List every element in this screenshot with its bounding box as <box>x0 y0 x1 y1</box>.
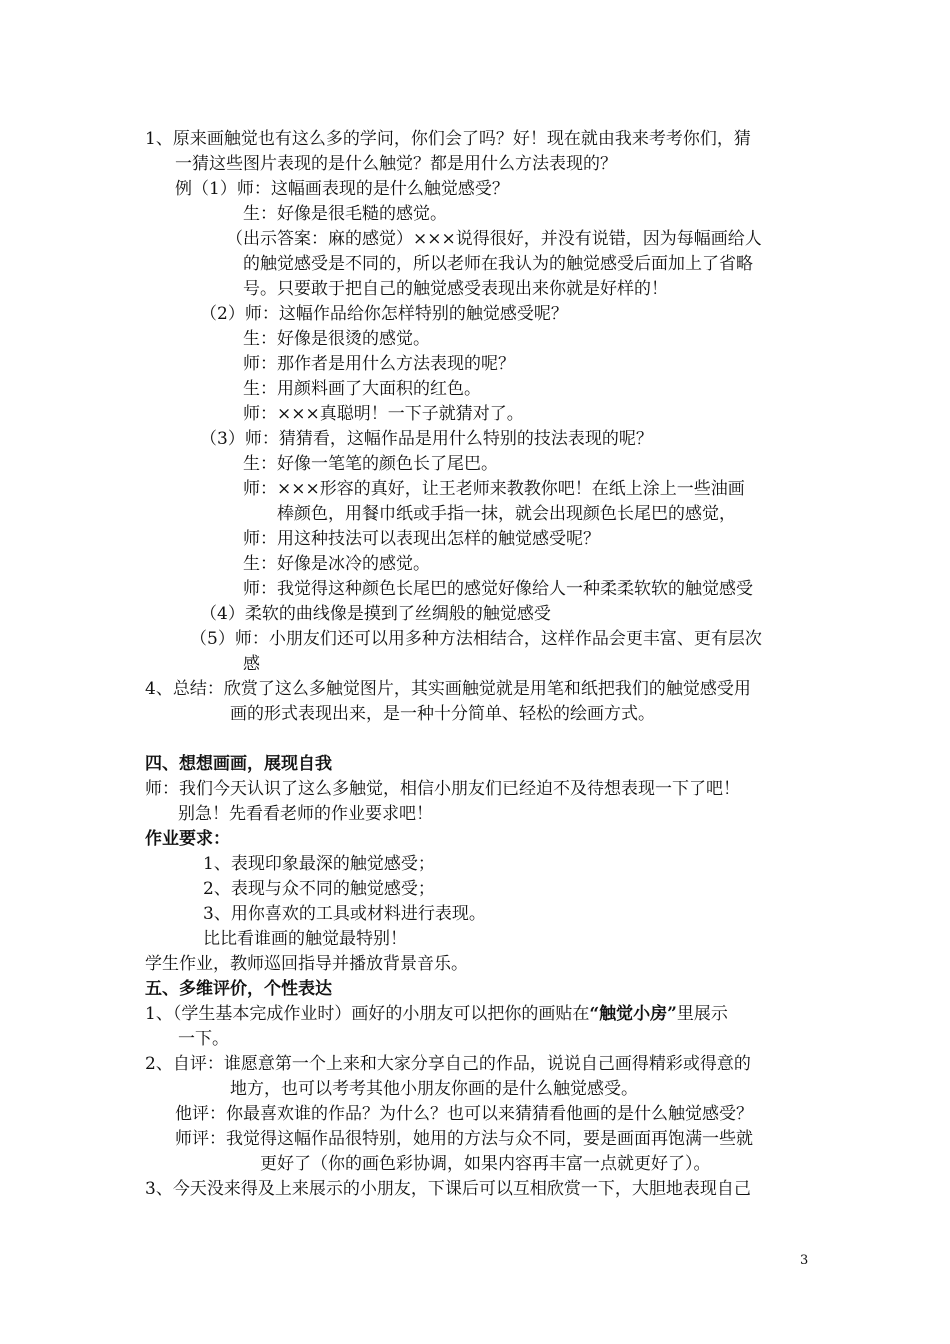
text-line: 生：好像是冰冷的感觉。 <box>243 554 430 574</box>
text-line: 地方，也可以考考其他小朋友你画的是什么触觉感受。 <box>230 1079 638 1099</box>
page-number: 3 <box>800 1253 809 1268</box>
text-line: 生：好像一笔笔的颜色长了尾巴。 <box>243 454 498 474</box>
text-line: 别急！先看看老师的作业要求吧！ <box>178 804 433 824</box>
list-item: 3、用你喜欢的工具或材料进行表现。 <box>203 904 486 924</box>
text-line: 师：我觉得这种颜色长尾巴的感觉好像给人一种柔柔软软的触觉感受 <box>243 579 753 599</box>
section-heading: 四、想想画画，展现自我 <box>145 754 332 774</box>
text-line: 师：×××真聪明！一下子就猜对了。 <box>243 404 524 424</box>
text-line <box>145 1002 728 1027</box>
text-span: 里展示 <box>676 1004 728 1024</box>
text-line: 师：用这种技法可以表现出怎样的触觉感受呢？ <box>243 529 600 549</box>
text-line: （4）柔软的曲线像是摸到了丝绸般的触觉感受 <box>200 604 551 624</box>
text-line: 一猜这些图片表现的是什么触觉？都是用什么方法表现的？ <box>175 154 617 174</box>
text-line: 师：那作者是用什么方法表现的呢？ <box>243 354 515 374</box>
section-heading: 五、多维评价，个性表达 <box>145 979 332 999</box>
text-line: 他评：你最喜欢谁的作品？为什么？也可以来猜猜看他画的是什么触觉感受？ <box>175 1104 753 1124</box>
text-line: 感 <box>243 654 260 674</box>
text-line: 师评：我觉得这幅作品很特别，她用的方法与众不同，要是画面再饱满一些就 <box>175 1129 753 1149</box>
text-line: 4、总结：欣赏了这么多触觉图片，其实画触觉就是用笔和纸把我们的触觉感受用 <box>145 679 751 699</box>
text-line: 画的形式表现出来，是一种十分简单、轻松的绘画方式。 <box>230 704 655 724</box>
list-item: 1、表现印象最深的触觉感受； <box>203 854 435 874</box>
text-line: 师：×××形容的真好，让王老师来教教你吧！在纸上涂上一些油画 <box>243 479 745 499</box>
text-line: 更好了（你的画色彩协调，如果内容再丰富一点就更好了）。 <box>260 1154 711 1174</box>
text-line: （3）师：猜猜看，这幅作品是用什么特别的技法表现的呢？ <box>200 429 653 449</box>
text-line: 3、今天没来得及上来展示的小朋友，下课后可以互相欣赏一下，大胆地表现自己 <box>145 1179 751 1199</box>
text-line: 一下。 <box>178 1029 229 1049</box>
text-line: 2、自评：谁愿意第一个上来和大家分享自己的作品，说说自己画得精彩或得意的 <box>145 1054 751 1074</box>
text-line: 比比看谁画的触觉最特别！ <box>203 929 407 949</box>
text-line: 棒颜色，用餐巾纸或手指一抹，就会出现颜色长尾巴的感觉， <box>277 504 736 524</box>
text-line: 1、原来画触觉也有这么多的学问，你们会了吗？好！现在就由我来考考你们，猜 <box>145 129 751 149</box>
text-line: （出示答案：麻的感觉）×××说得很好，并没有说错，因为每幅画给人 <box>226 229 762 249</box>
homework-heading: 作业要求： <box>145 829 230 849</box>
text-line: 号。只要敢于把自己的触觉感受表现出来你就是好样的！ <box>243 279 668 299</box>
text-line: （5）师：小朋友们还可以用多种方法相结合，这样作品会更丰富、更有层次 <box>190 629 762 649</box>
text-line: （2）师：这幅作品给你怎样特别的触觉感受呢？ <box>200 304 568 324</box>
text-line: 生：好像是很烫的感觉。 <box>243 329 430 349</box>
text-line: 生：用颜料画了大面积的红色。 <box>243 379 481 399</box>
text-span: 1、（学生基本完成作业时）画好的小朋友可以把你的画贴在 <box>145 1004 590 1024</box>
highlight-text: “触觉小房” <box>589 1004 677 1024</box>
text-line: 学生作业，教师巡回指导并播放背景音乐。 <box>145 954 468 974</box>
text-line: 师：我们今天认识了这么多触觉，相信小朋友们已经迫不及待想表现一下了吧！ <box>145 779 740 799</box>
list-item: 2、表现与众不同的触觉感受； <box>203 879 435 899</box>
text-line: 例（1）师：这幅画表现的是什么触觉感受？ <box>175 179 509 199</box>
text-line: 生：好像是很毛糙的感觉。 <box>243 204 447 224</box>
text-line: 的触觉感受是不同的，所以老师在我认为的触觉感受后面加上了省略 <box>243 254 753 274</box>
